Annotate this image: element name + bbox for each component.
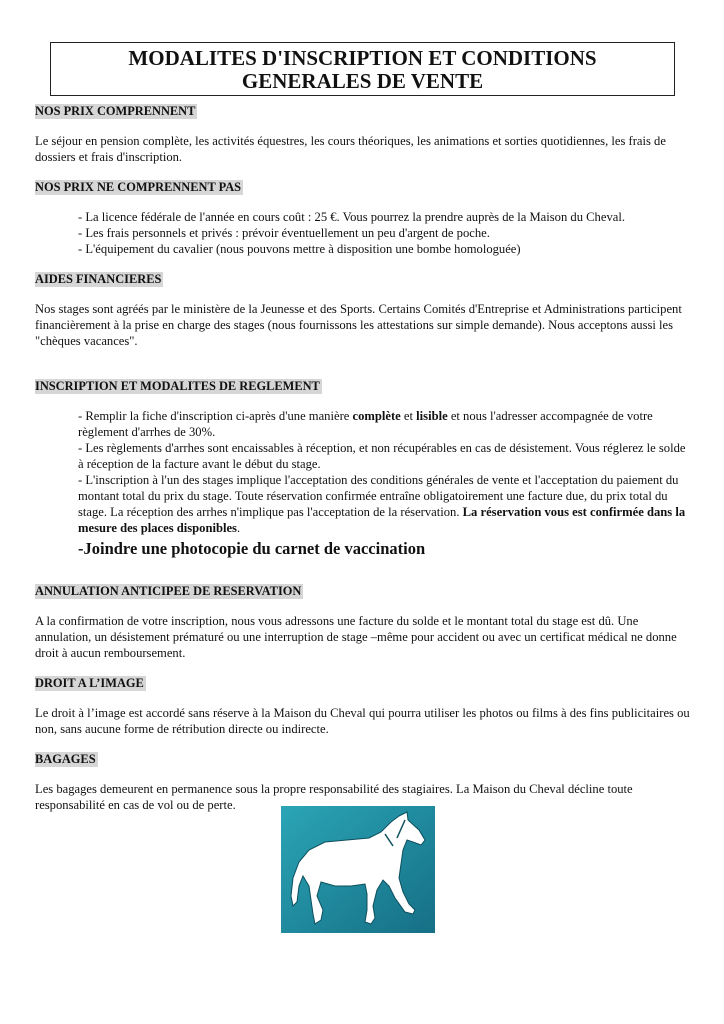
section-text: A la confirmation de votre inscription, nous vous adressons une facture du solde et le montant total du stage est dû. Une annulation, un désistement prématuré ou une interruption de stage –même pour accident ou avec un certificat médical ne donne droit à aucun remboursement. xyxy=(35,614,677,660)
section-text: Les bagages demeurent en permanence sous la propre responsabilité des stagiaires. La Maison du Cheval décline toute responsabilité en cas de vol ou de perte. xyxy=(35,782,633,812)
list-item: - Les règlements d'arrhes sont encaissables à réception, et non récupérables en cas de désistement. Vous réglerez le solde à réception de la facture avant le début du stage. xyxy=(78,441,686,471)
title-line-1: MODALITES D'INSCRIPTION ET CONDITIONS xyxy=(128,46,597,70)
section-heading: AIDES FINANCIERES xyxy=(35,272,162,286)
list-item: - La licence fédérale de l'année en cours coût : 25 €. Vous pourrez la prendre auprès de la Maison du Cheval. xyxy=(78,210,625,224)
section-inscription xyxy=(35,378,690,559)
horse-icon xyxy=(281,806,435,933)
section-heading: DROIT A L’IMAGE xyxy=(35,676,144,690)
section-annulation xyxy=(35,583,690,661)
section-text: Le séjour en pension complète, les activités équestres, les cours théoriques, les animations et sorties quotidiennes, les frais de dossiers et frais d'inscription. xyxy=(35,134,666,164)
section-prix-ne-comprennent-pas xyxy=(35,179,690,257)
section-heading: NOS PRIX COMPRENNENT xyxy=(35,104,196,118)
list-item: - L'équipement du cavalier (nous pouvons mettre à disposition une bombe homologuée) xyxy=(78,242,521,256)
section-heading: ANNULATION ANTICIPEE DE RESERVATION xyxy=(35,584,302,598)
section-text: Le droit à l’image est accordé sans réserve à la Maison du Cheval qui pourra utiliser les photos ou films à des fins publicitaires ou non, sans aucune forme de rétribution directe ou indirecte. xyxy=(35,706,690,736)
section-heading: NOS PRIX NE COMPRENNENT PAS xyxy=(35,180,242,194)
title-line-2: GENERALES DE VENTE xyxy=(241,69,484,93)
vaccination-note: -Joindre une photocopie du carnet de vaccination xyxy=(78,539,426,558)
section-heading: INSCRIPTION ET MODALITES DE REGLEMENT xyxy=(35,379,320,393)
list-item: - Les frais personnels et privés : prévoir éventuellement un peu d'argent de poche. xyxy=(78,226,490,240)
section-aides-financieres xyxy=(35,271,690,349)
section-text: Nos stages sont agréés par le ministère de la Jeunesse et des Sports. Certains Comités d'Entreprise et Administrations participent financièrement à la prise en charge des stages (nous fournissons les attestations sur simple demande). Nous acceptons aussi les "chèques vacances". xyxy=(35,302,682,348)
list-item: - L'inscription à l'un des stages implique l'acceptation des conditions générales de vente et l'acceptation du paiement du montant total du prix du stage. Toute réservation confirmée entraîne obligatoirement une facture due, du prix total du stage. La réception des arrhes n'implique pas l'acceptation de la réservation. La réservation vous est confirmée dans la mesure des places disponibles. xyxy=(78,473,686,535)
page-title xyxy=(50,42,675,96)
list-item: - Remplir la fiche d'inscription ci-après d'une manière complète et lisible et nous l'adresser accompagnée de votre règlement d'arrhes de 30%. xyxy=(78,409,653,439)
section-prix-comprennent xyxy=(35,103,690,165)
section-bagages xyxy=(35,751,690,813)
horse-logo xyxy=(281,806,435,933)
section-droit-image xyxy=(35,675,690,737)
section-heading: BAGAGES xyxy=(35,752,96,766)
